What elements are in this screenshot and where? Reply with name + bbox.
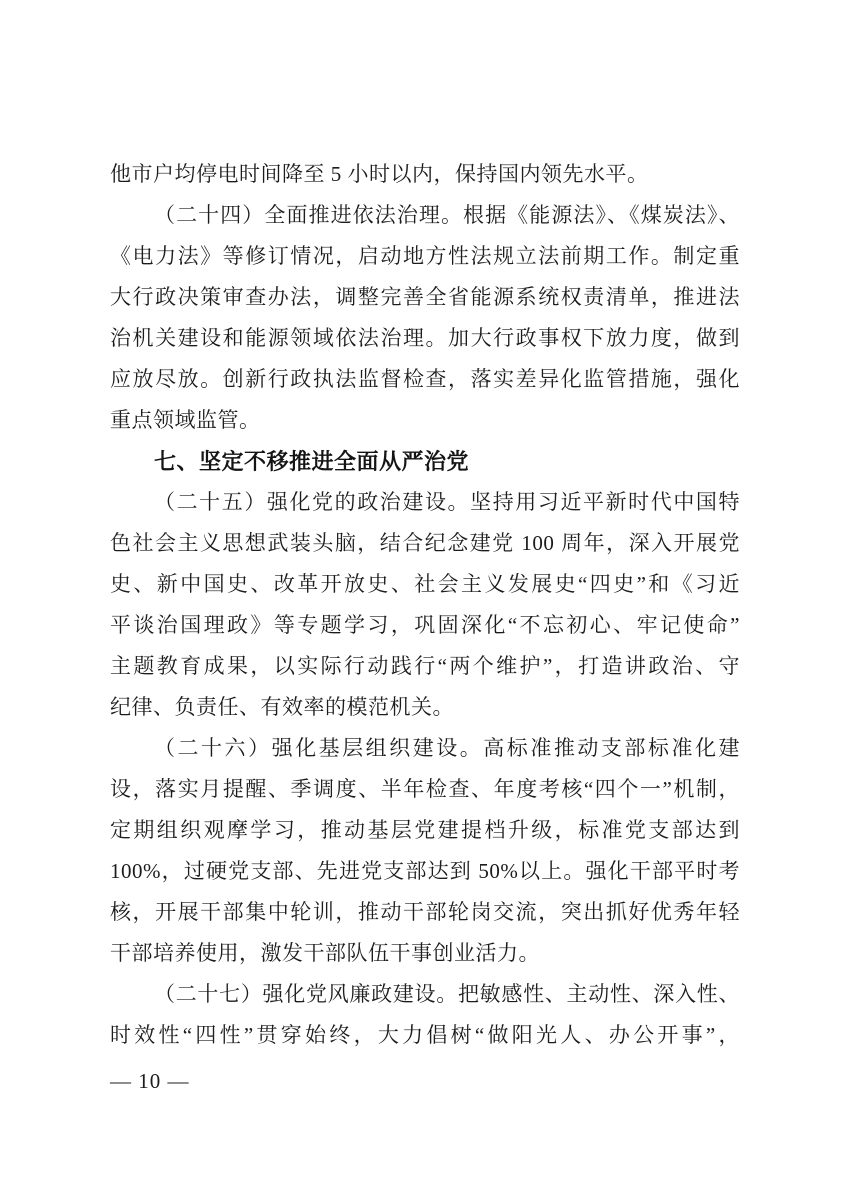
- body-line: 史、新中国史、改革开放史、社会主义发展史“四史”和《习近: [110, 572, 740, 596]
- body-line: 时效性“四性”贯穿始终，大力倡树“做阳光人、办公开事”，: [110, 1023, 740, 1047]
- body-line: 核，开展干部集中轮训，推动干部轮岗交流，突出抓好优秀年轻: [110, 900, 740, 924]
- page-number: — 10 —: [110, 1069, 190, 1093]
- body-line: 色社会主义思想武装头脑，结合纪念建党 100 周年，深入开展党: [110, 531, 740, 555]
- document-body: [110, 154, 740, 1056]
- body-line: （二十七）强化党风廉政建设。把敏感性、主动性、深入性、: [154, 982, 740, 1006]
- body-line: 100%，过硬党支部、先进党支部达到 50%以上。强化干部平时考: [110, 859, 740, 883]
- body-line: 设，落实月提醒、季调度、半年检查、年度考核“四个一”机制，: [110, 777, 740, 801]
- body-line: 大行政决策审查办法，调整完善全省能源系统权责清单，推进法: [110, 285, 740, 309]
- body-line: 治机关建设和能源领域依法治理。加大行政事权下放力度，做到: [110, 326, 740, 350]
- body-line: 平谈治国理政》等专题学习，巩固深化“不忘初心、牢记使命”: [110, 613, 740, 637]
- body-line: 干部培养使用，激发干部队伍干事创业活力。: [110, 941, 540, 965]
- body-line: （二十五）强化党的政治建设。坚持用习近平新时代中国特: [154, 490, 740, 514]
- body-line: 纪律、负责任、有效率的模范机关。: [110, 695, 454, 719]
- section-heading: 七、坚定不移推进全面从严治党: [154, 449, 470, 474]
- body-line: 他市户均停电时间降至 5 小时以内，保持国内领先水平。: [110, 162, 649, 186]
- body-line: （二十四）全面推进依法治理。根据《能源法》、《煤炭法》、: [154, 203, 740, 227]
- body-line: 重点领域监管。: [110, 408, 261, 432]
- body-line: 定期组织观摩学习，推动基层党建提档升级，标准党支部达到: [110, 818, 740, 842]
- body-line: 《电力法》等修订情况，启动地方性法规立法前期工作。制定重: [110, 244, 740, 268]
- body-line: 应放尽放。创新行政执法监督检查，落实差异化监管措施，强化: [110, 367, 740, 391]
- body-line: 主题教育成果，以实际行动践行“两个维护”，打造讲政治、守: [110, 654, 740, 678]
- body-line: （二十六）强化基层组织建设。高标准推动支部标准化建: [154, 736, 740, 760]
